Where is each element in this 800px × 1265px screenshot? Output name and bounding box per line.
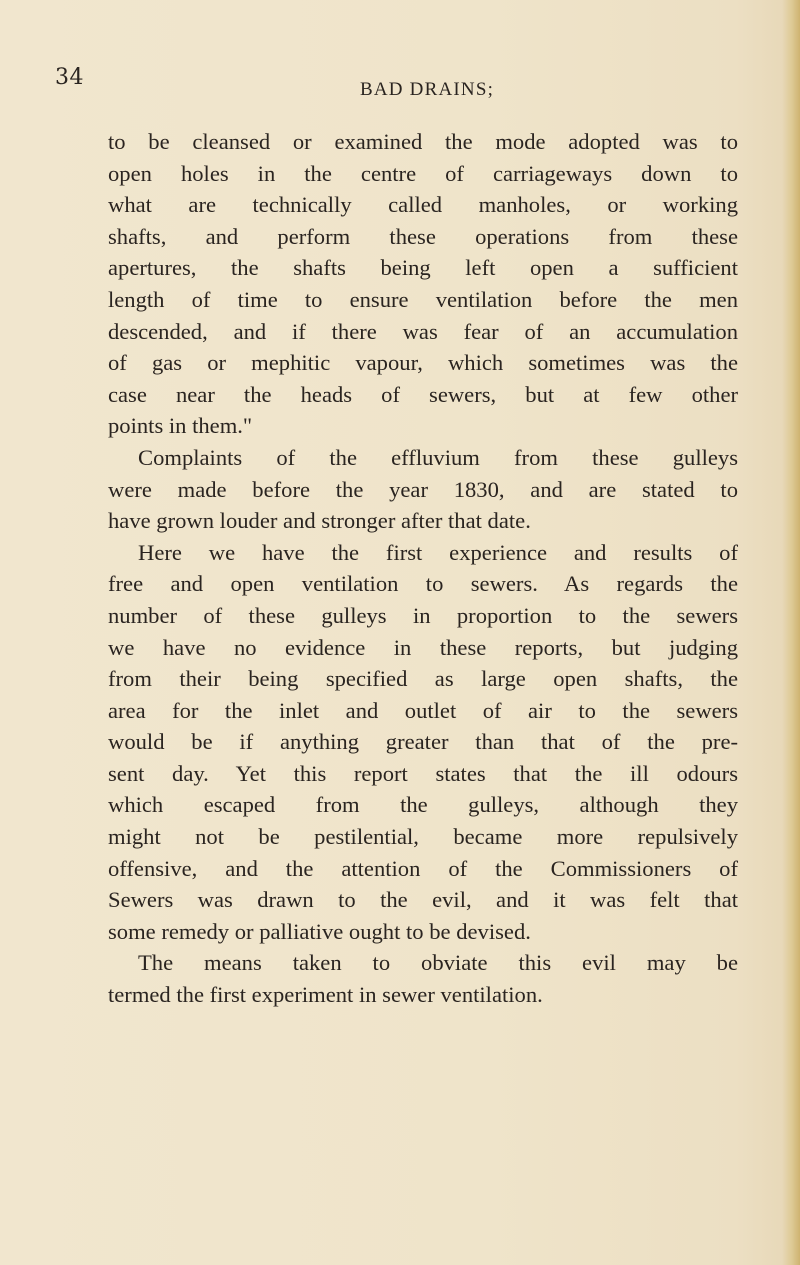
text-line: offensive, and the attention of the Commissioners of <box>108 855 738 881</box>
text-line: Here we have the first experience and results of <box>138 539 738 565</box>
text-line: might not be pestilential, became more repulsively <box>108 824 738 850</box>
text-line: would be if anything greater than that of the pre- <box>108 729 738 755</box>
text-line: case near the heads of sewers, but at few other <box>108 381 738 407</box>
text-line: length of time to ensure ventilation before the men <box>108 286 738 312</box>
text-line: Complaints of the effluvium from these gulleys <box>138 444 738 470</box>
text-line: termed the first experiment in sewer ventilation. <box>108 982 543 1008</box>
text-line: free and open ventilation to sewers. As regards the <box>108 571 738 597</box>
text-line: Sewers was drawn to the evil, and it was felt that <box>108 887 738 913</box>
text-line: The means taken to obviate this evil may be <box>138 950 738 976</box>
text-line: which escaped from the gulleys, although they <box>108 792 738 818</box>
text-line: descended, and if there was fear of an accumulation <box>108 318 738 344</box>
text-line: of gas or mephitic vapour, which sometimes was the <box>108 350 738 376</box>
text-line: have grown louder and stronger after that date. <box>108 508 531 534</box>
text-line: number of these gulleys in proportion to the sewers <box>108 602 738 628</box>
text-line: sent day. Yet this report states that the ill odours <box>108 760 738 786</box>
page-number: 34 <box>55 65 84 90</box>
text-line: open holes in the centre of carriageways down to <box>108 160 738 186</box>
text-line: area for the inlet and outlet of air to the sewers <box>108 697 738 723</box>
text-line: what are technically called manholes, or working <box>108 192 738 218</box>
text-line: apertures, the shafts being left open a sufficient <box>108 255 738 281</box>
text-line: from their being specified as large open shafts, the <box>108 666 738 692</box>
text-line: to be cleansed or examined the mode adopted was to <box>108 129 738 154</box>
text-line: were made before the year 1830, and are stated to <box>108 476 738 502</box>
body-text <box>108 126 738 1011</box>
page-edge <box>782 0 800 1265</box>
text-line: points in them." <box>108 413 253 439</box>
text-line: we have no evidence in these reports, but judging <box>108 634 738 660</box>
text-line: shafts, and perform these operations from these <box>108 223 738 249</box>
text-line: some remedy or palliative ought to be devised. <box>108 918 531 944</box>
running-title: BAD DRAINS; <box>360 79 495 100</box>
